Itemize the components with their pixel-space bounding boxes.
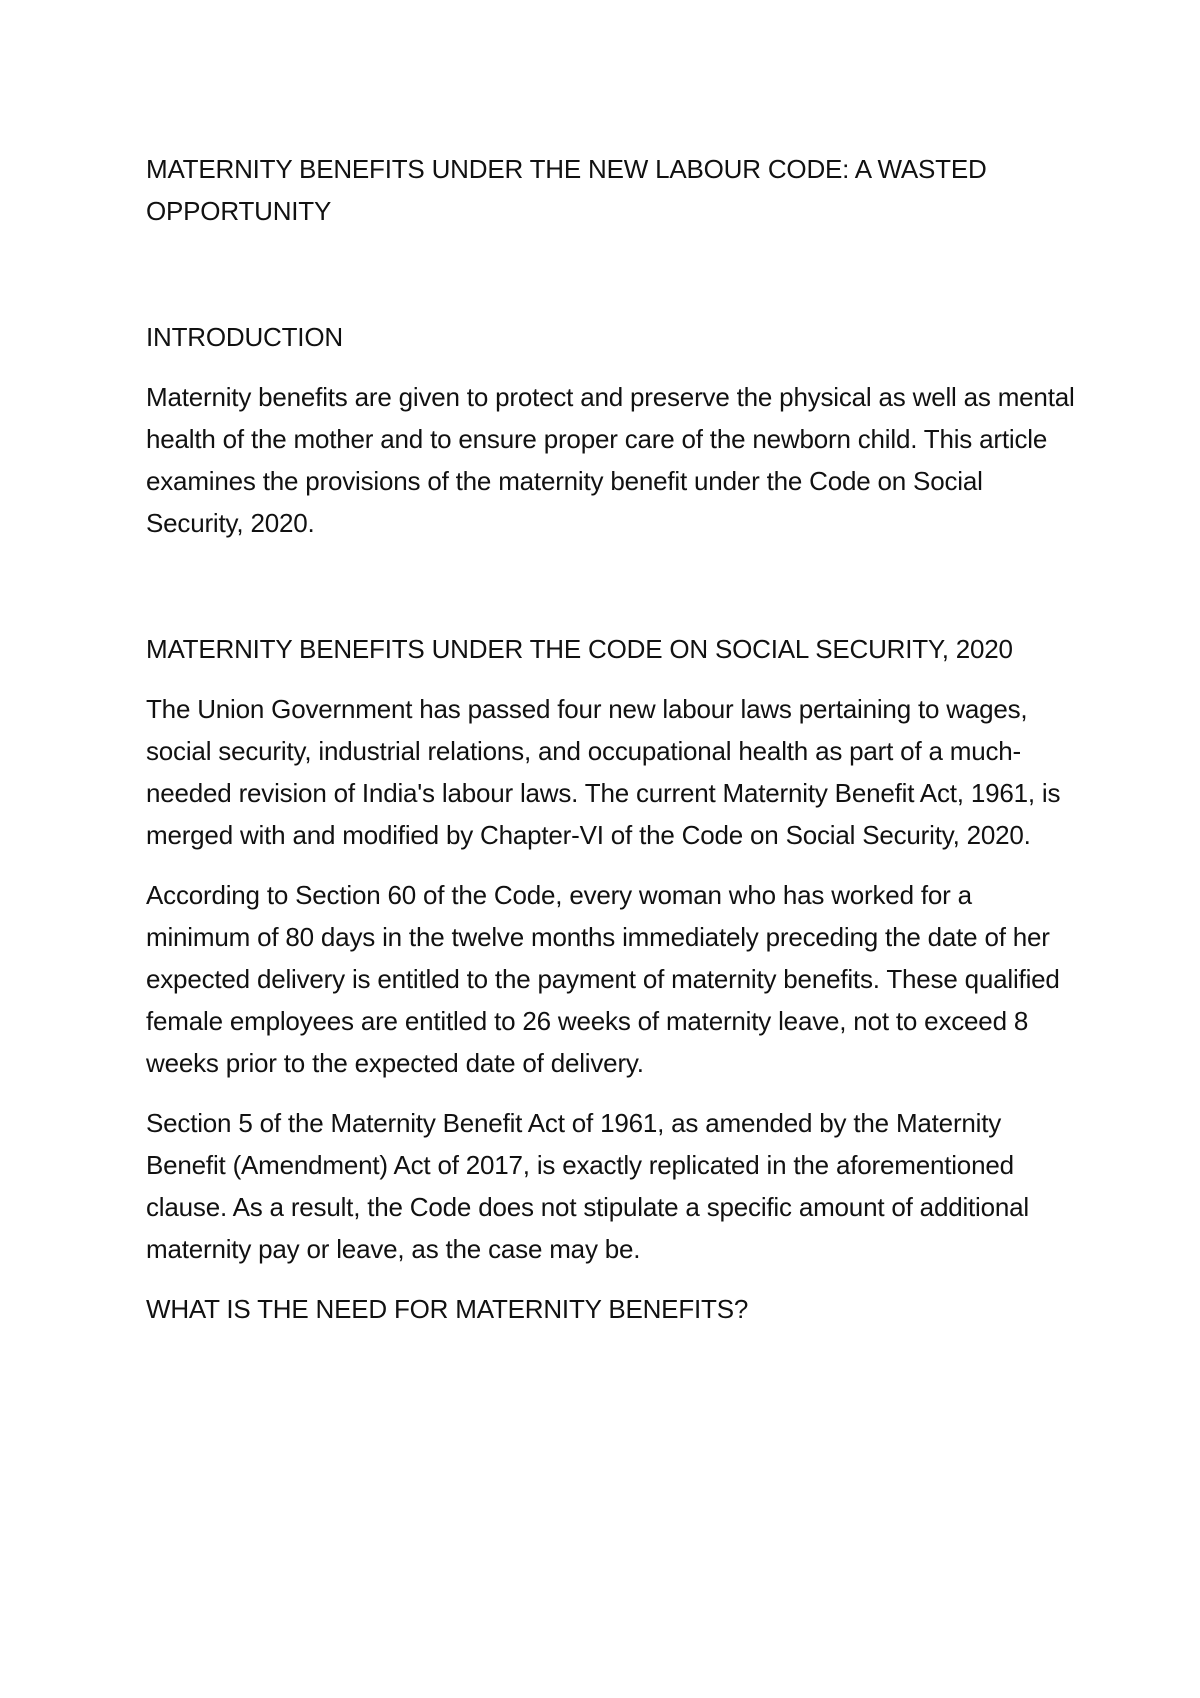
introduction-heading: INTRODUCTION xyxy=(146,322,343,352)
document-title: MATERNITY BENEFITS UNDER THE NEW LABOUR CODE: A WASTED OPPORTUNITY xyxy=(146,154,987,226)
need-section-heading: WHAT IS THE NEED FOR MATERNITY BENEFITS? xyxy=(146,1294,749,1324)
body-paragraph: Section 5 of the Maternity Benefit Act of 1961, as amended by the Maternity Benefit (Amendment) Act of 2017, is exactly replicated in the aforementioned clause. As a result, the Code does not stipulate a specific amount of additional maternity pay or leave, as the case may be. xyxy=(146,1108,1029,1264)
body-paragraph: The Union Government has passed four new labour laws pertaining to wages, social security, industrial relations, and occupational health as part of a much-needed revision of India's labour laws. The current Maternity Benefit Act, 1961, is merged with and modified by Chapter-VI of the Code on Social Security, 2020. xyxy=(146,694,1061,850)
document-body xyxy=(146,148,1076,1330)
body-paragraph: According to Section 60 of the Code, every woman who has worked for a minimum of 80 days in the twelve months immediately preceding the date of her expected delivery is entitled to the payment of maternity benefits. These qualified female employees are entitled to 26 weeks of maternity leave, not to exceed 8 weeks prior to the expected date of delivery. xyxy=(146,880,1060,1078)
code-section-heading: MATERNITY BENEFITS UNDER THE CODE ON SOCIAL SECURITY, 2020 xyxy=(146,634,1013,664)
introduction-paragraph: Maternity benefits are given to protect and preserve the physical as well as mental health of the mother and to ensure proper care of the newborn child. This article examines the provisions of the maternity benefit under the Code on Social Security, 2020. xyxy=(146,382,1075,538)
